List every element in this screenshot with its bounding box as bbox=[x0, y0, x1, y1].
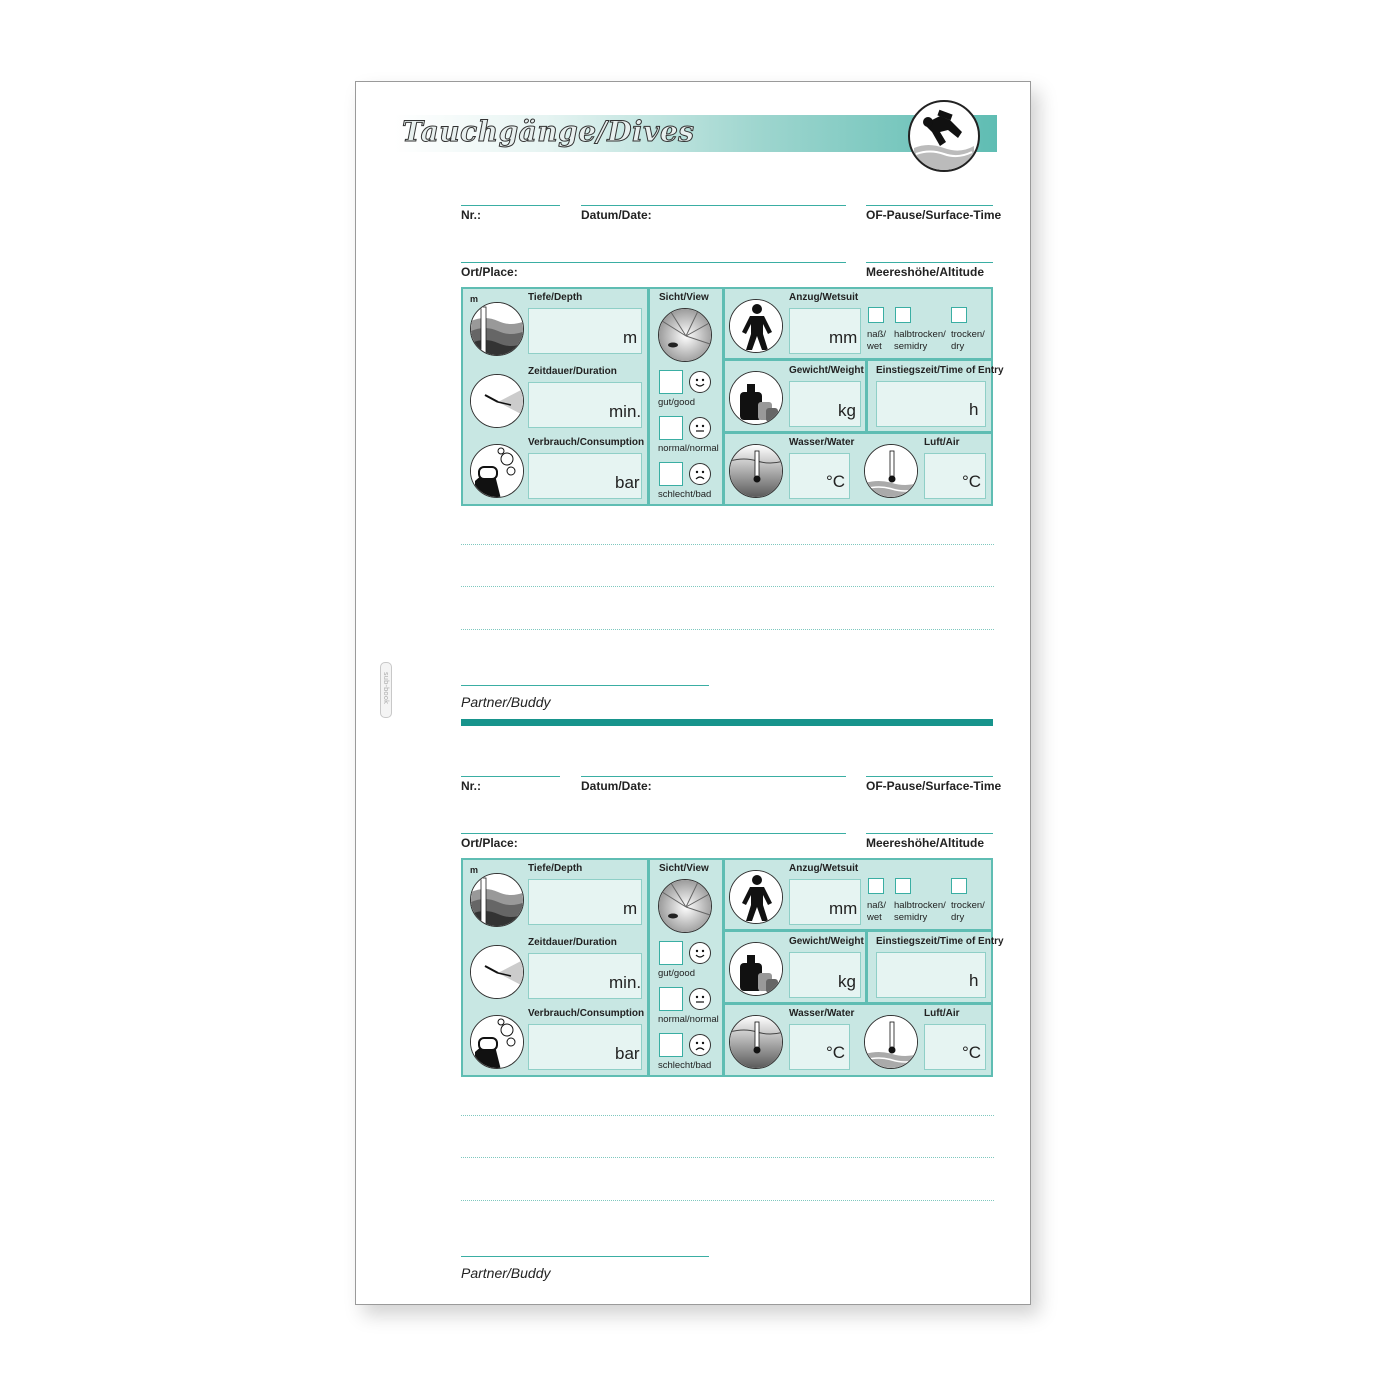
view-normal-checkbox[interactable] bbox=[659, 416, 683, 440]
water-temp-unit: °C bbox=[826, 472, 846, 491]
wetsuit-icon bbox=[729, 299, 783, 353]
suit-wet-checkbox[interactable] bbox=[868, 307, 884, 323]
entry-time-label: Einstiegszeit/Time of Entry bbox=[876, 936, 1004, 947]
place-field[interactable] bbox=[461, 833, 846, 834]
view-normal-checkbox[interactable] bbox=[659, 987, 683, 1011]
air-temp-unit: °C bbox=[962, 1043, 982, 1062]
place-label: Ort/Place: bbox=[461, 836, 518, 850]
date-field[interactable] bbox=[581, 776, 846, 777]
panel-divider bbox=[647, 287, 650, 506]
consumption-label: Verbrauch/Consumption bbox=[528, 1008, 645, 1019]
suit-unit: mm bbox=[829, 899, 858, 918]
weight-label: Gewicht/Weight bbox=[789, 365, 864, 376]
suit-dry-checkbox[interactable] bbox=[951, 307, 967, 323]
place-label: Ort/Place: bbox=[461, 265, 518, 279]
suit-label: Anzug/Wetsuit bbox=[789, 292, 859, 303]
air-thermometer-icon bbox=[864, 444, 918, 498]
page-title: Tauchgänge/Dives bbox=[402, 115, 695, 148]
weight-unit: kg bbox=[838, 401, 856, 420]
view-label: Sicht/View bbox=[659, 292, 709, 303]
surface-time-label: OF-Pause/Surface-Time bbox=[866, 779, 1002, 793]
view-good-checkbox[interactable] bbox=[659, 370, 683, 394]
panel-divider bbox=[647, 858, 650, 1077]
sad-face-icon bbox=[689, 1034, 711, 1056]
buddy-label: Partner/Buddy bbox=[461, 694, 551, 710]
clock-icon bbox=[470, 374, 524, 428]
suit-wet-label: naß/ wet bbox=[867, 329, 887, 352]
suit-semidry-checkbox[interactable] bbox=[895, 307, 911, 323]
duration-label: Zeitdauer/Duration bbox=[528, 366, 617, 377]
view-bad-checkbox[interactable] bbox=[659, 1033, 683, 1057]
duration-unit: min. bbox=[609, 402, 642, 421]
nr-field[interactable] bbox=[461, 205, 560, 206]
neutral-face-icon bbox=[689, 988, 711, 1010]
altitude-field[interactable] bbox=[866, 262, 993, 263]
view-good-label: gut/good bbox=[658, 397, 695, 408]
notes-line[interactable] bbox=[461, 544, 994, 545]
air-temp-unit: °C bbox=[962, 472, 982, 491]
date-label: Datum/Date: bbox=[581, 779, 652, 793]
suit-semidry-label: halbtrocken/ semidry bbox=[894, 329, 946, 352]
view-label: Sicht/View bbox=[659, 863, 709, 874]
weight-icon bbox=[729, 942, 783, 996]
date-label: Datum/Date: bbox=[581, 208, 652, 222]
duration-unit: min. bbox=[609, 973, 642, 992]
suit-dry-checkbox[interactable] bbox=[951, 878, 967, 894]
view-bad-label: schlecht/bad bbox=[658, 489, 712, 500]
consumption-unit: bar bbox=[615, 1044, 640, 1063]
consumption-unit: bar bbox=[615, 473, 640, 492]
panel-divider bbox=[722, 287, 725, 506]
depth-icon-label: m bbox=[470, 294, 479, 304]
panel-divider bbox=[722, 431, 993, 434]
water-temp-label: Wasser/Water bbox=[789, 437, 855, 448]
depth-unit: m bbox=[623, 899, 638, 918]
entry-time-unit: h bbox=[969, 971, 979, 990]
view-bad-checkbox[interactable] bbox=[659, 462, 683, 486]
buddy-field[interactable] bbox=[461, 685, 709, 686]
weight-label: Gewicht/Weight bbox=[789, 936, 864, 947]
visibility-icon bbox=[658, 879, 712, 933]
depth-unit: m bbox=[623, 328, 638, 347]
duration-label: Zeitdauer/Duration bbox=[528, 937, 617, 948]
altitude-label: Meereshöhe/Altitude bbox=[866, 265, 985, 279]
panel-divider bbox=[865, 358, 868, 431]
water-thermometer-icon bbox=[729, 444, 783, 498]
weight-unit: kg bbox=[838, 972, 856, 991]
surface-time-label: OF-Pause/Surface-Time bbox=[866, 208, 1002, 222]
panel-divider bbox=[722, 358, 993, 361]
regulator-icon bbox=[470, 444, 524, 498]
suit-dry-label: trocken/ dry bbox=[951, 329, 985, 352]
surface-time-field[interactable] bbox=[866, 776, 993, 777]
buddy-field[interactable] bbox=[461, 1256, 709, 1257]
view-normal-label: normal/normal bbox=[658, 443, 719, 454]
happy-face-icon bbox=[689, 371, 711, 393]
place-field[interactable] bbox=[461, 262, 846, 263]
spine-text: sub-book bbox=[382, 671, 390, 705]
panel-divider bbox=[722, 858, 725, 1077]
suit-semidry-checkbox[interactable] bbox=[895, 878, 911, 894]
depth-label: Tiefe/Depth bbox=[528, 863, 583, 874]
view-normal-label: normal/normal bbox=[658, 1014, 719, 1025]
notes-line[interactable] bbox=[461, 586, 994, 587]
visibility-icon bbox=[658, 308, 712, 362]
nr-label: Nr.: bbox=[461, 208, 482, 222]
entry-time-label: Einstiegszeit/Time of Entry bbox=[876, 365, 1004, 376]
panel-divider bbox=[865, 929, 868, 1002]
nr-field[interactable] bbox=[461, 776, 560, 777]
nr-label: Nr.: bbox=[461, 779, 482, 793]
panel-divider bbox=[722, 1002, 993, 1005]
diver-icon bbox=[908, 100, 980, 172]
buddy-label: Partner/Buddy bbox=[461, 1265, 551, 1281]
suit-label: Anzug/Wetsuit bbox=[789, 863, 859, 874]
depth-icon-label: m bbox=[470, 865, 479, 875]
panel-divider bbox=[722, 929, 993, 932]
depth-label: Tiefe/Depth bbox=[528, 292, 583, 303]
notes-line[interactable] bbox=[461, 1200, 994, 1201]
neutral-face-icon bbox=[689, 417, 711, 439]
suit-wet-checkbox[interactable] bbox=[868, 878, 884, 894]
notes-line[interactable] bbox=[461, 1115, 994, 1116]
clock-icon bbox=[470, 945, 524, 999]
view-good-checkbox[interactable] bbox=[659, 941, 683, 965]
water-thermometer-icon bbox=[729, 1015, 783, 1069]
altitude-label: Meereshöhe/Altitude bbox=[866, 836, 985, 850]
air-thermometer-icon bbox=[864, 1015, 918, 1069]
depth-gauge-icon bbox=[470, 302, 524, 356]
regulator-icon bbox=[470, 1015, 524, 1069]
notes-line[interactable] bbox=[461, 629, 994, 630]
section-separator bbox=[461, 719, 993, 726]
binder-spine-tab bbox=[380, 662, 392, 718]
weight-icon bbox=[729, 371, 783, 425]
air-temp-label: Luft/Air bbox=[924, 437, 960, 448]
entry-time-unit: h bbox=[969, 400, 979, 419]
suit-semidry-label: halbtrocken/ semidry bbox=[894, 900, 946, 923]
date-field[interactable] bbox=[581, 205, 846, 206]
view-bad-label: schlecht/bad bbox=[658, 1060, 712, 1071]
sad-face-icon bbox=[689, 463, 711, 485]
air-temp-label: Luft/Air bbox=[924, 1008, 960, 1019]
suit-unit: mm bbox=[829, 328, 858, 347]
happy-face-icon bbox=[689, 942, 711, 964]
notes-line[interactable] bbox=[461, 1157, 994, 1158]
consumption-label: Verbrauch/Consumption bbox=[528, 437, 645, 448]
altitude-field[interactable] bbox=[866, 833, 993, 834]
suit-dry-label: trocken/ dry bbox=[951, 900, 985, 923]
depth-gauge-icon bbox=[470, 873, 524, 927]
wetsuit-icon bbox=[729, 870, 783, 924]
surface-time-field[interactable] bbox=[866, 205, 993, 206]
water-temp-unit: °C bbox=[826, 1043, 846, 1062]
suit-wet-label: naß/ wet bbox=[867, 900, 887, 923]
view-good-label: gut/good bbox=[658, 968, 695, 979]
water-temp-label: Wasser/Water bbox=[789, 1008, 855, 1019]
